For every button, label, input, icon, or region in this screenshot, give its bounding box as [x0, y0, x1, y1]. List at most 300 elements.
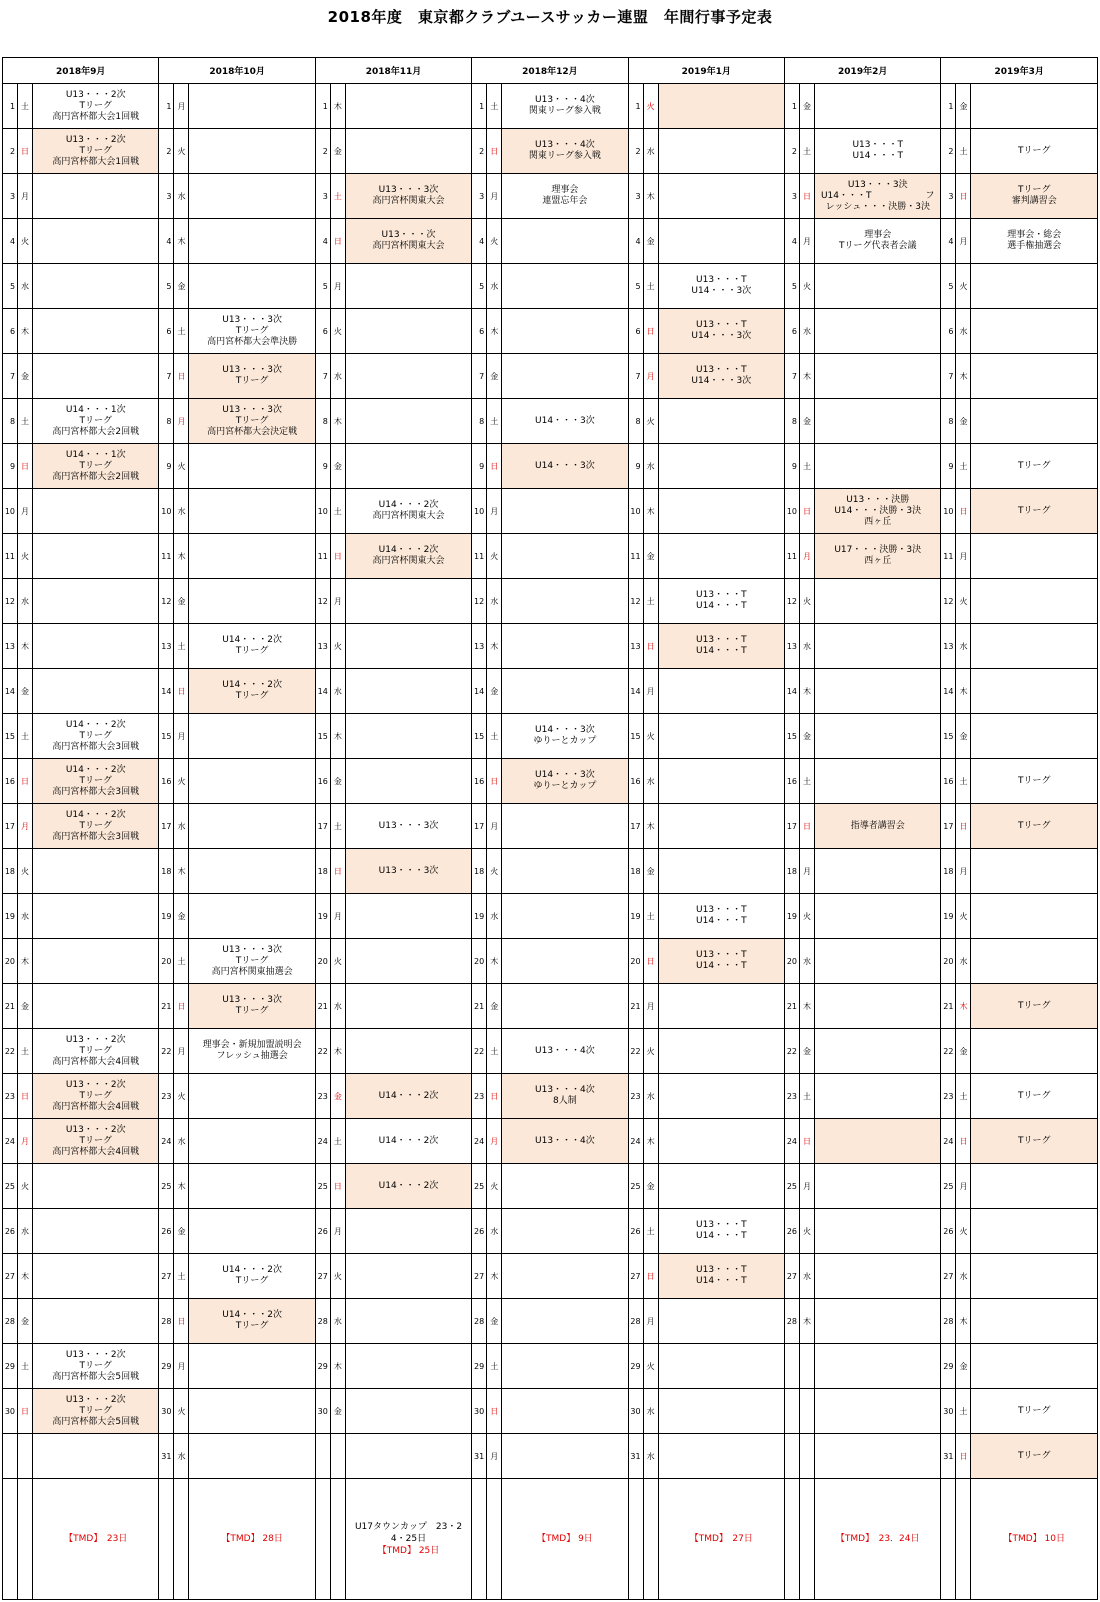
weekday: 水 — [956, 1254, 971, 1299]
day-number: 3 — [941, 174, 956, 219]
weekday: 水 — [487, 264, 502, 309]
event-line: Tリーグ — [1017, 820, 1051, 831]
day-number: 25 — [784, 1164, 799, 1209]
weekday: 月 — [174, 84, 189, 129]
event-cell — [658, 1344, 784, 1389]
day-number: 14 — [941, 669, 956, 714]
weekday: 日 — [643, 624, 658, 669]
day-number: 13 — [472, 624, 487, 669]
event-cell — [502, 624, 628, 669]
day-number: 10 — [159, 489, 174, 534]
event-line: Tリーグ — [235, 1321, 269, 1331]
day-number: 25 — [3, 1164, 18, 1209]
event-cell — [345, 264, 471, 309]
day-number: 27 — [628, 1254, 643, 1299]
event-line: Tリーグ — [235, 376, 269, 386]
event-line: Tリーグ — [79, 730, 112, 741]
weekday: 日 — [800, 804, 815, 849]
event-cell — [815, 939, 941, 984]
weekday: 月 — [956, 849, 971, 894]
weekday: 金 — [643, 1164, 658, 1209]
event-line: U13・・・T — [696, 635, 747, 645]
weekday: 水 — [330, 1299, 345, 1344]
event-cell — [971, 309, 1098, 354]
day-row — [3, 1344, 1098, 1389]
day-number: 2 — [3, 129, 18, 174]
day-number — [784, 1434, 799, 1479]
event-cell — [345, 1389, 471, 1434]
day-number: 2 — [628, 129, 643, 174]
month-header: 2018年11月 — [315, 58, 471, 84]
weekday: 月 — [18, 804, 33, 849]
event-cell — [971, 174, 1098, 219]
day-number: 19 — [784, 894, 799, 939]
event-cell — [33, 1434, 159, 1479]
event-line: U17・・・決勝・3決 — [834, 545, 922, 555]
event-line: 高円宮杯都大会準決勝 — [207, 336, 298, 347]
event-cell — [971, 399, 1098, 444]
weekday: 金 — [18, 669, 33, 714]
event-cell — [33, 444, 159, 489]
event-cell — [971, 1164, 1098, 1209]
month-header: 2019年1月 — [628, 58, 784, 84]
day-number: 20 — [941, 939, 956, 984]
day-number: 21 — [472, 984, 487, 1029]
weekday: 土 — [330, 804, 345, 849]
day-row — [3, 804, 1098, 849]
event-cell — [189, 939, 315, 984]
day-number: 6 — [472, 309, 487, 354]
tmd-note — [33, 1479, 159, 1600]
weekday: 火 — [956, 1209, 971, 1254]
weekday: 月 — [487, 1119, 502, 1164]
event-cell — [815, 579, 941, 624]
event-cell — [502, 1299, 628, 1344]
event-line: Tリーグ — [1017, 1135, 1051, 1146]
day-number: 21 — [628, 984, 643, 1029]
weekday: 水 — [174, 1119, 189, 1164]
event-line: 高円宮杯都大会4回戦 — [52, 1056, 140, 1067]
event-cell — [971, 489, 1098, 534]
day-number: 4 — [315, 219, 330, 264]
weekday: 日 — [487, 129, 502, 174]
event-cell — [658, 534, 784, 579]
event-line: Tリーグ — [235, 1006, 269, 1016]
day-number: 4 — [472, 219, 487, 264]
event-cell — [33, 1029, 159, 1074]
footer-spacer — [18, 1479, 33, 1600]
event-cell — [971, 939, 1098, 984]
event-line: U14・・・2次 — [378, 1135, 439, 1146]
day-number: 24 — [315, 1119, 330, 1164]
day-number: 12 — [628, 579, 643, 624]
event-line: 高円宮杯都大会5回戦 — [52, 1416, 140, 1427]
weekday: 火 — [18, 849, 33, 894]
day-number: 11 — [784, 534, 799, 579]
event-line: U13・・・T — [696, 905, 747, 915]
weekday: 土 — [800, 1074, 815, 1119]
day-number — [3, 1434, 18, 1479]
event-cell — [658, 444, 784, 489]
event-line: 高円宮杯都大会5回戦 — [52, 1371, 140, 1382]
month-header: 2018年9月 — [3, 58, 159, 84]
day-row — [3, 489, 1098, 534]
event-cell — [502, 1344, 628, 1389]
tmd-note-line: 4・25日 — [390, 1534, 427, 1544]
event-line: Tリーグ — [1017, 775, 1051, 786]
day-row — [3, 849, 1098, 894]
event-cell — [345, 309, 471, 354]
event-line: U13・・・4次 — [535, 95, 595, 105]
event-cell — [658, 894, 784, 939]
event-line: U13・・・3次 — [222, 944, 283, 955]
event-line: U13・・・2次 — [65, 1079, 126, 1090]
event-line: Tリーグ — [79, 1360, 112, 1371]
event-line: U13・・・T — [696, 1265, 747, 1275]
footer-spacer — [941, 1479, 956, 1600]
day-number: 17 — [941, 804, 956, 849]
day-number: 16 — [3, 759, 18, 804]
weekday: 金 — [487, 1299, 502, 1344]
event-cell — [971, 444, 1098, 489]
day-number: 14 — [3, 669, 18, 714]
weekday: 金 — [174, 1209, 189, 1254]
day-number: 22 — [784, 1029, 799, 1074]
event-cell — [658, 939, 784, 984]
weekday: 火 — [18, 534, 33, 579]
tmd-note-line: 【TMD】 25日 — [377, 1546, 440, 1556]
weekday: 火 — [487, 1164, 502, 1209]
event-cell — [971, 354, 1098, 399]
event-cell — [658, 264, 784, 309]
day-number: 15 — [315, 714, 330, 759]
weekday: 日 — [487, 759, 502, 804]
event-line: Tリーグ — [79, 415, 112, 426]
event-cell — [971, 219, 1098, 264]
day-number: 22 — [3, 1029, 18, 1074]
weekday — [330, 1434, 345, 1479]
day-number: 13 — [784, 624, 799, 669]
weekday: 木 — [330, 1344, 345, 1389]
day-number: 7 — [784, 354, 799, 399]
weekday: 金 — [956, 1344, 971, 1389]
event-line: 審判講習会 — [1011, 196, 1057, 206]
day-number: 27 — [159, 1254, 174, 1299]
weekday: 水 — [643, 1074, 658, 1119]
day-number: 18 — [472, 849, 487, 894]
weekday: 水 — [330, 354, 345, 399]
event-line: 高円宮杯関東大会 — [372, 556, 445, 566]
day-number: 26 — [315, 1209, 330, 1254]
event-line: 理事会・総会 — [1007, 230, 1062, 240]
weekday: 木 — [956, 1299, 971, 1344]
day-number: 17 — [315, 804, 330, 849]
weekday: 水 — [487, 894, 502, 939]
day-number: 12 — [3, 579, 18, 624]
weekday: 土 — [18, 1029, 33, 1074]
weekday: 火 — [174, 444, 189, 489]
weekday: 月 — [800, 219, 815, 264]
day-number: 3 — [784, 174, 799, 219]
day-row — [3, 1389, 1098, 1434]
event-cell — [502, 1254, 628, 1299]
day-number: 11 — [315, 534, 330, 579]
weekday: 金 — [174, 894, 189, 939]
day-number: 1 — [159, 84, 174, 129]
weekday: 金 — [800, 1029, 815, 1074]
event-cell — [815, 1299, 941, 1344]
event-cell — [815, 444, 941, 489]
event-cell — [815, 219, 941, 264]
footer-spacer — [628, 1479, 643, 1600]
day-number: 1 — [315, 84, 330, 129]
event-cell — [815, 984, 941, 1029]
day-number: 21 — [159, 984, 174, 1029]
event-line: 関東リーグ参入戦 — [528, 151, 601, 161]
event-cell — [33, 1209, 159, 1254]
event-line: 連盟忘年会 — [542, 196, 588, 206]
event-cell — [502, 939, 628, 984]
day-row — [3, 939, 1098, 984]
event-line: U13・・・2次 — [65, 134, 126, 145]
event-line: 高円宮杯都大会2回戦 — [52, 426, 140, 437]
day-number: 21 — [3, 984, 18, 1029]
day-number: 3 — [628, 174, 643, 219]
event-cell — [971, 1434, 1098, 1479]
day-number: 11 — [3, 534, 18, 579]
event-line: U14・・・3次 — [691, 331, 752, 341]
weekday: 木 — [800, 1299, 815, 1344]
event-cell — [345, 399, 471, 444]
day-number: 26 — [159, 1209, 174, 1254]
event-cell — [971, 714, 1098, 759]
weekday: 木 — [487, 1254, 502, 1299]
event-cell — [658, 804, 784, 849]
weekday: 火 — [174, 1074, 189, 1119]
day-number: 22 — [941, 1029, 956, 1074]
day-number: 11 — [159, 534, 174, 579]
day-number: 24 — [159, 1119, 174, 1164]
event-cell — [189, 264, 315, 309]
weekday: 日 — [174, 669, 189, 714]
weekday: 土 — [643, 894, 658, 939]
event-cell — [33, 534, 159, 579]
month-header: 2019年3月 — [941, 58, 1098, 84]
event-cell — [502, 669, 628, 714]
event-cell — [502, 174, 628, 219]
event-cell — [189, 624, 315, 669]
weekday: 火 — [643, 1029, 658, 1074]
day-number: 8 — [628, 399, 643, 444]
event-line: U13・・・3次 — [222, 995, 283, 1005]
event-line: Tリーグ — [235, 955, 269, 966]
day-number: 9 — [941, 444, 956, 489]
weekday: 土 — [800, 129, 815, 174]
weekday: 水 — [330, 984, 345, 1029]
weekday: 月 — [487, 1434, 502, 1479]
day-number: 9 — [472, 444, 487, 489]
weekday: 月 — [643, 1299, 658, 1344]
day-number: 15 — [159, 714, 174, 759]
event-cell — [658, 489, 784, 534]
day-number: 24 — [3, 1119, 18, 1164]
day-number: 15 — [941, 714, 956, 759]
event-cell — [971, 1029, 1098, 1074]
weekday: 火 — [174, 1389, 189, 1434]
day-number: 2 — [315, 129, 330, 174]
day-row — [3, 1119, 1098, 1164]
event-cell — [658, 84, 784, 129]
day-number: 5 — [941, 264, 956, 309]
day-row — [3, 624, 1098, 669]
day-number: 19 — [3, 894, 18, 939]
day-number: 13 — [628, 624, 643, 669]
event-cell — [815, 354, 941, 399]
day-row — [3, 1164, 1098, 1209]
event-cell — [33, 579, 159, 624]
day-number: 6 — [159, 309, 174, 354]
day-number: 5 — [315, 264, 330, 309]
day-number: 4 — [784, 219, 799, 264]
weekday: 水 — [643, 444, 658, 489]
month-header: 2018年10月 — [159, 58, 315, 84]
day-number: 19 — [315, 894, 330, 939]
day-number: 25 — [472, 1164, 487, 1209]
event-line: 高円宮杯都大会1回戦 — [52, 156, 140, 167]
weekday: 木 — [643, 804, 658, 849]
event-cell — [815, 534, 941, 579]
footer-spacer — [174, 1479, 189, 1600]
weekday — [18, 1434, 33, 1479]
event-cell — [971, 534, 1098, 579]
weekday: 木 — [487, 939, 502, 984]
event-line: U14・・・T — [696, 1231, 747, 1241]
day-number: 4 — [628, 219, 643, 264]
weekday: 日 — [330, 534, 345, 579]
day-row — [3, 399, 1098, 444]
day-number: 26 — [3, 1209, 18, 1254]
event-line: 理事会 — [551, 185, 579, 195]
day-number: 20 — [159, 939, 174, 984]
day-number: 20 — [472, 939, 487, 984]
event-cell — [971, 1119, 1098, 1164]
day-number: 26 — [941, 1209, 956, 1254]
event-line: U13・・・3次 — [378, 820, 439, 831]
event-cell — [33, 849, 159, 894]
day-number: 17 — [628, 804, 643, 849]
event-cell — [815, 264, 941, 309]
event-cell — [189, 1299, 315, 1344]
event-cell — [815, 1344, 941, 1389]
event-cell — [33, 1389, 159, 1434]
event-cell — [345, 1344, 471, 1389]
day-number — [784, 1389, 799, 1434]
event-cell — [502, 759, 628, 804]
event-cell — [971, 1389, 1098, 1434]
day-number: 6 — [628, 309, 643, 354]
event-line: Tリーグ — [235, 415, 269, 426]
event-cell — [33, 1344, 159, 1389]
weekday: 月 — [330, 264, 345, 309]
weekday: 水 — [956, 624, 971, 669]
weekday: 金 — [330, 1074, 345, 1119]
event-cell — [658, 1389, 784, 1434]
weekday: 火 — [330, 624, 345, 669]
day-number: 21 — [784, 984, 799, 1029]
weekday: 月 — [174, 1344, 189, 1389]
event-cell — [971, 579, 1098, 624]
day-number: 16 — [941, 759, 956, 804]
weekday: 水 — [800, 309, 815, 354]
weekday: 日 — [800, 1119, 815, 1164]
weekday: 金 — [487, 354, 502, 399]
weekday: 水 — [174, 489, 189, 534]
day-number: 20 — [315, 939, 330, 984]
event-cell — [971, 894, 1098, 939]
event-cell — [502, 1074, 628, 1119]
day-number: 8 — [315, 399, 330, 444]
weekday: 月 — [956, 1164, 971, 1209]
weekday: 土 — [956, 1389, 971, 1434]
event-cell — [502, 1119, 628, 1164]
day-number: 12 — [941, 579, 956, 624]
event-cell — [658, 714, 784, 759]
event-cell — [658, 579, 784, 624]
event-cell — [815, 399, 941, 444]
weekday — [800, 1434, 815, 1479]
day-number: 23 — [941, 1074, 956, 1119]
weekday: 金 — [18, 1299, 33, 1344]
weekday: 水 — [18, 1209, 33, 1254]
event-cell — [33, 714, 159, 759]
event-cell — [815, 1119, 941, 1164]
weekday: 火 — [643, 1344, 658, 1389]
tmd-note — [189, 1479, 315, 1600]
weekday: 日 — [330, 219, 345, 264]
event-cell — [189, 444, 315, 489]
event-line: Tリーグ — [1017, 1090, 1051, 1101]
event-cell — [33, 84, 159, 129]
day-number: 11 — [472, 534, 487, 579]
event-cell — [502, 444, 628, 489]
event-cell — [345, 444, 471, 489]
event-cell — [189, 174, 315, 219]
day-number: 13 — [3, 624, 18, 669]
event-line: Tリーグ — [1017, 145, 1051, 156]
day-number: 23 — [472, 1074, 487, 1119]
weekday: 土 — [643, 264, 658, 309]
event-line: U13・・・2次 — [65, 1124, 126, 1135]
day-number: 11 — [941, 534, 956, 579]
day-number: 24 — [472, 1119, 487, 1164]
event-line: U13・・・T — [696, 1220, 747, 1230]
day-number: 24 — [628, 1119, 643, 1164]
event-cell — [502, 804, 628, 849]
weekday: 土 — [800, 759, 815, 804]
event-cell — [658, 624, 784, 669]
weekday: 水 — [643, 759, 658, 804]
event-line: 高円宮杯都大会1回戦 — [52, 111, 140, 122]
day-number: 22 — [315, 1029, 330, 1074]
event-cell — [33, 624, 159, 669]
tmd-note-line: 【TMD】 10日 — [1003, 1534, 1065, 1544]
weekday: 月 — [643, 354, 658, 399]
event-cell — [189, 1074, 315, 1119]
event-cell — [189, 84, 315, 129]
event-cell — [189, 1029, 315, 1074]
day-number: 23 — [3, 1074, 18, 1119]
event-line: U13・・・2次 — [65, 1394, 126, 1405]
